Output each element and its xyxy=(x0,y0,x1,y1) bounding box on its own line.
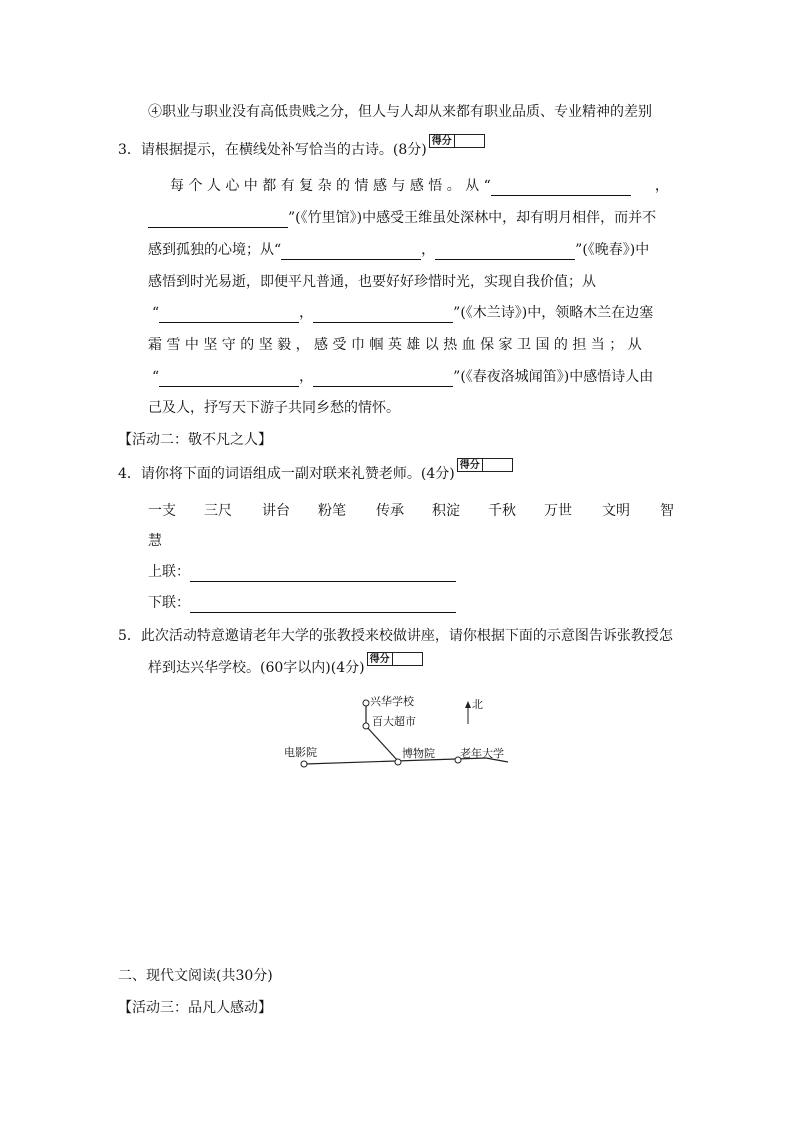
supermarket-label: 百大超市 xyxy=(372,715,416,728)
lower-couplet xyxy=(148,593,456,613)
answer-blank[interactable] xyxy=(491,179,631,196)
word-item: 传承 xyxy=(376,503,404,519)
word-item: 万世 xyxy=(544,503,572,519)
score-box xyxy=(367,652,423,666)
cinema-label: 电影院 xyxy=(284,746,317,759)
lower-couplet-label: 下联： xyxy=(148,595,190,611)
word-item: 积淀 xyxy=(432,503,460,519)
word-item: 粉笔 xyxy=(318,503,346,519)
upper-couplet-label: 上联： xyxy=(148,564,190,580)
upper-couplet-blank[interactable] xyxy=(190,565,456,582)
word-item: 三尺 xyxy=(204,503,232,519)
poem-line-1 xyxy=(170,176,669,196)
word-item: 智 xyxy=(660,503,674,519)
answer-blank[interactable] xyxy=(159,306,299,323)
answer-blank[interactable] xyxy=(148,211,288,228)
poem-text: “ xyxy=(152,369,160,385)
diagonal-road xyxy=(366,726,398,761)
question-number: 3． xyxy=(118,142,141,158)
poem-text: ”(《晚春》)中 xyxy=(575,242,650,258)
school-marker xyxy=(363,700,369,706)
question-number: 5． xyxy=(118,628,141,644)
question-text: 请根据提示，在横线处补写恰当的古诗。(8分) xyxy=(140,142,427,158)
score-label: 得分 xyxy=(458,459,483,471)
question-5-line-2 xyxy=(148,654,423,678)
poem-text: 感到孤独的心境；从“ xyxy=(148,242,282,258)
answer-blank[interactable] xyxy=(435,243,575,260)
university-label: 老年大学 xyxy=(460,747,504,760)
poem-text: 每 个 人 心 中 都 有 复 杂 的 情 感 与 感 悟 。 从 “ xyxy=(170,178,491,194)
upper-couplet xyxy=(148,562,456,582)
poem-text: ”(《春夜洛城闻笛》)中感悟诗人由 xyxy=(453,369,654,385)
poem-line-8: 己及人，抒写天下游子共同乡愁的情怀。 xyxy=(148,400,400,416)
poem-text: ”(《竹里馆》)中感受王维虽处深林中，却有明月相伴，而并不 xyxy=(288,210,657,226)
statement-4: ④职业与职业没有高低贵贱之分，但人与人却从来都有职业品质、专业精神的差别 xyxy=(148,104,652,120)
poem-line-2 xyxy=(148,208,656,228)
answer-blank[interactable] xyxy=(313,306,453,323)
question-5 xyxy=(118,626,673,646)
north-arrowhead-icon xyxy=(465,701,471,708)
answer-blank[interactable] xyxy=(159,370,299,387)
question-text: 请你将下面的词语组成一副对联来礼赞老师。(4分) xyxy=(140,466,455,482)
poem-line-7 xyxy=(152,367,653,387)
section-2-heading: 二、现代文阅读(共30分) xyxy=(118,968,273,984)
lower-couplet-blank[interactable] xyxy=(190,596,456,613)
activity-3-heading: 【活动三：品凡人感动】 xyxy=(118,1000,272,1016)
score-box xyxy=(429,134,485,148)
answer-blank[interactable] xyxy=(313,370,453,387)
activity-2-heading: 【活动二：敬不凡之人】 xyxy=(118,432,272,448)
score-box xyxy=(457,458,513,472)
word-item: 千秋 xyxy=(488,503,516,519)
word-item: 文明 xyxy=(602,503,630,519)
word-item: 一支 xyxy=(148,503,176,519)
poem-text: ”(《木兰诗》)中，领略木兰在边塞 xyxy=(453,305,654,321)
question-text: 样到达兴华学校。(60字以内)(4分) xyxy=(148,660,365,676)
supermarket-marker xyxy=(363,723,369,729)
poem-line-6: 霜 雪 中 坚 守 的 坚 毅 ， 感 受 巾 帼 英 雄 以 热 血 保 家 卫 国 的 担 当 ； 从 xyxy=(148,337,642,353)
route-map xyxy=(280,690,520,780)
poem-text: “ xyxy=(152,305,160,321)
poem-text: ， xyxy=(654,178,669,194)
poem-text: ， xyxy=(299,369,314,385)
score-label: 得分 xyxy=(430,135,455,147)
school-label: 兴华学校 xyxy=(370,695,414,708)
question-number: 4． xyxy=(118,466,141,482)
answer-blank[interactable] xyxy=(281,243,421,260)
poem-text: ， xyxy=(299,305,314,321)
word-item: 慧 xyxy=(148,533,162,549)
score-label: 得分 xyxy=(368,653,393,665)
north-label: 北 xyxy=(472,698,483,711)
question-3 xyxy=(118,136,485,160)
question-text: 此次活动特意邀请老年大学的张教授来校做讲座，请你根据下面的示意图告诉张教授怎 xyxy=(140,628,673,644)
word-item: 讲台 xyxy=(262,503,290,519)
museum-marker xyxy=(395,759,401,765)
poem-line-5 xyxy=(152,303,653,323)
poem-line-4: 感悟到时光易逝，即便平凡普通，也要好好珍惜时光，实现自我价值；从 xyxy=(148,274,596,290)
cinema-marker xyxy=(301,761,307,767)
poem-line-3 xyxy=(148,240,649,260)
museum-label: 博物院 xyxy=(402,747,435,760)
question-4 xyxy=(118,460,513,484)
poem-text: ， xyxy=(421,242,436,258)
